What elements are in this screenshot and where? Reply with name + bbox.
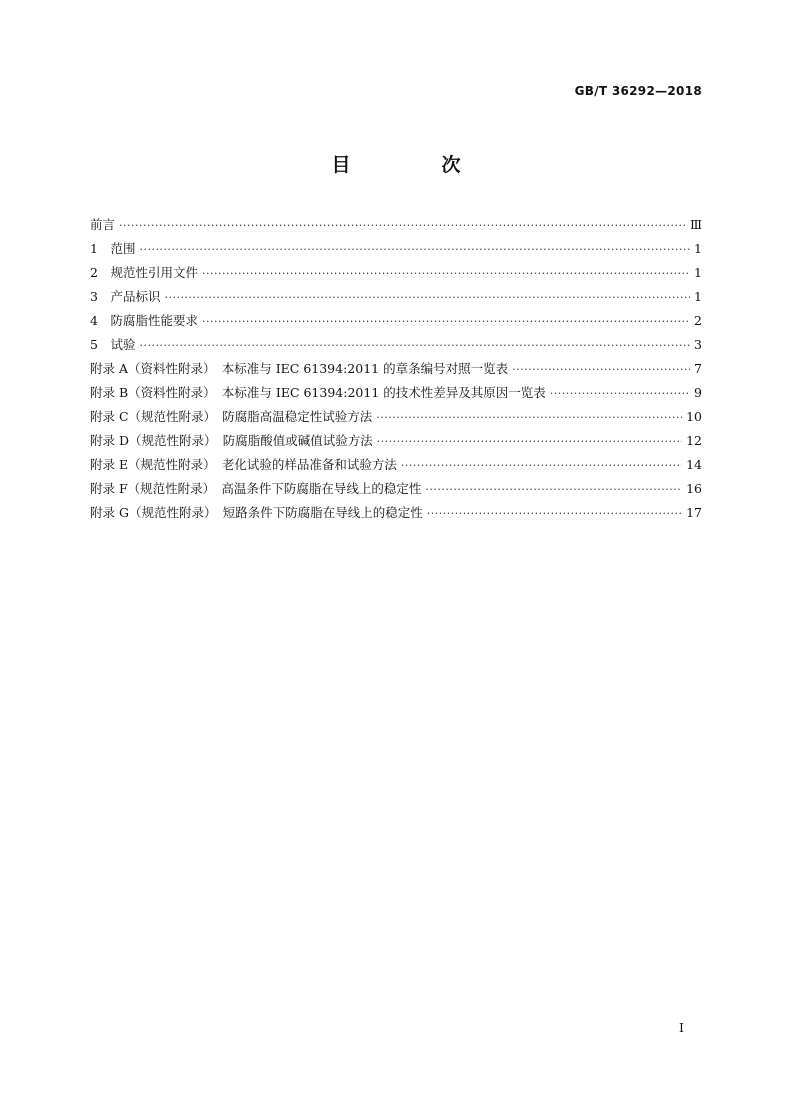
toc-leader-dots xyxy=(401,459,682,472)
standard-code: GB/T 36292—2018 xyxy=(574,84,702,98)
toc-entry-label: 附录 B（资料性附录） 本标准与 IEC 61394:2011 的技术性差异及其原因一览表 xyxy=(90,385,546,400)
toc-entry-label: 前言 xyxy=(90,217,116,232)
toc-entry-product-marking[interactable] xyxy=(90,287,702,311)
toc-entry-page: 14 xyxy=(686,457,702,472)
toc-entry-page: 1 xyxy=(694,265,702,280)
toc-leader-dots xyxy=(550,387,690,400)
toc-entry-label: 5 试验 xyxy=(90,337,136,352)
toc-entry-page: 16 xyxy=(686,481,702,496)
toc-leader-dots xyxy=(139,243,690,256)
toc-entry-annex-d[interactable] xyxy=(90,431,702,455)
toc-entry-grease-requirements[interactable] xyxy=(90,311,702,335)
toc-leader-dots xyxy=(427,507,682,520)
toc-entry-annex-c[interactable] xyxy=(90,407,702,431)
toc-entry-normative-references[interactable] xyxy=(90,263,702,287)
toc-entry-annex-e[interactable] xyxy=(90,455,702,479)
toc-entry-annex-g[interactable] xyxy=(90,503,702,527)
toc-leader-dots xyxy=(139,339,690,352)
page-number: I xyxy=(679,1020,684,1035)
toc-entry-page: 2 xyxy=(694,313,702,328)
toc-leader-dots xyxy=(512,363,690,376)
toc-leader-dots xyxy=(202,267,690,280)
toc-entry-page: Ⅲ xyxy=(689,217,702,232)
toc-entry-scope[interactable] xyxy=(90,239,702,263)
toc-entry-page: 7 xyxy=(694,361,702,376)
toc-leader-dots xyxy=(202,315,690,328)
toc-entry-foreword[interactable] xyxy=(90,215,702,239)
toc-entry-label: 4 防腐脂性能要求 xyxy=(90,313,198,328)
toc-entry-page: 9 xyxy=(694,385,702,400)
toc-entry-tests[interactable] xyxy=(90,335,702,359)
toc-entry-page: 10 xyxy=(686,409,702,424)
toc-entry-label: 附录 G（规范性附录） 短路条件下防腐脂在导线上的稳定性 xyxy=(90,505,423,520)
toc-entry-page: 12 xyxy=(686,433,702,448)
toc-entry-label: 附录 D（规范性附录） 防腐脂酸值或碱值试验方法 xyxy=(90,433,373,448)
toc-entry-label: 附录 F（规范性附录） 高温条件下防腐脂在导线上的稳定性 xyxy=(90,481,422,496)
toc-entry-label: 1 范围 xyxy=(90,241,136,256)
toc-entry-page: 1 xyxy=(694,241,702,256)
toc-entry-annex-a[interactable] xyxy=(90,359,702,383)
page-title: 目 次 xyxy=(331,154,497,176)
toc-leader-dots xyxy=(425,483,682,496)
toc-entry-page: 3 xyxy=(694,337,702,352)
table-of-contents xyxy=(90,215,702,527)
toc-entry-label: 附录 C（规范性附录） 防腐脂高温稳定性试验方法 xyxy=(90,409,373,424)
toc-entry-label: 3 产品标识 xyxy=(90,289,161,304)
toc-leader-dots xyxy=(376,411,682,424)
toc-entry-annex-f[interactable] xyxy=(90,479,702,503)
toc-entry-annex-b[interactable] xyxy=(90,383,702,407)
toc-leader-dots xyxy=(164,291,690,304)
toc-entry-page: 17 xyxy=(686,505,702,520)
toc-entry-label: 附录 E（规范性附录） 老化试验的样品准备和试验方法 xyxy=(90,457,397,472)
toc-entry-label: 2 规范性引用文件 xyxy=(90,265,198,280)
toc-entry-label: 附录 A（资料性附录） 本标准与 IEC 61394:2011 的章条编号对照一览表 xyxy=(90,361,509,376)
toc-leader-dots xyxy=(377,435,682,448)
toc-entry-page: 1 xyxy=(694,289,702,304)
toc-leader-dots xyxy=(119,219,686,232)
